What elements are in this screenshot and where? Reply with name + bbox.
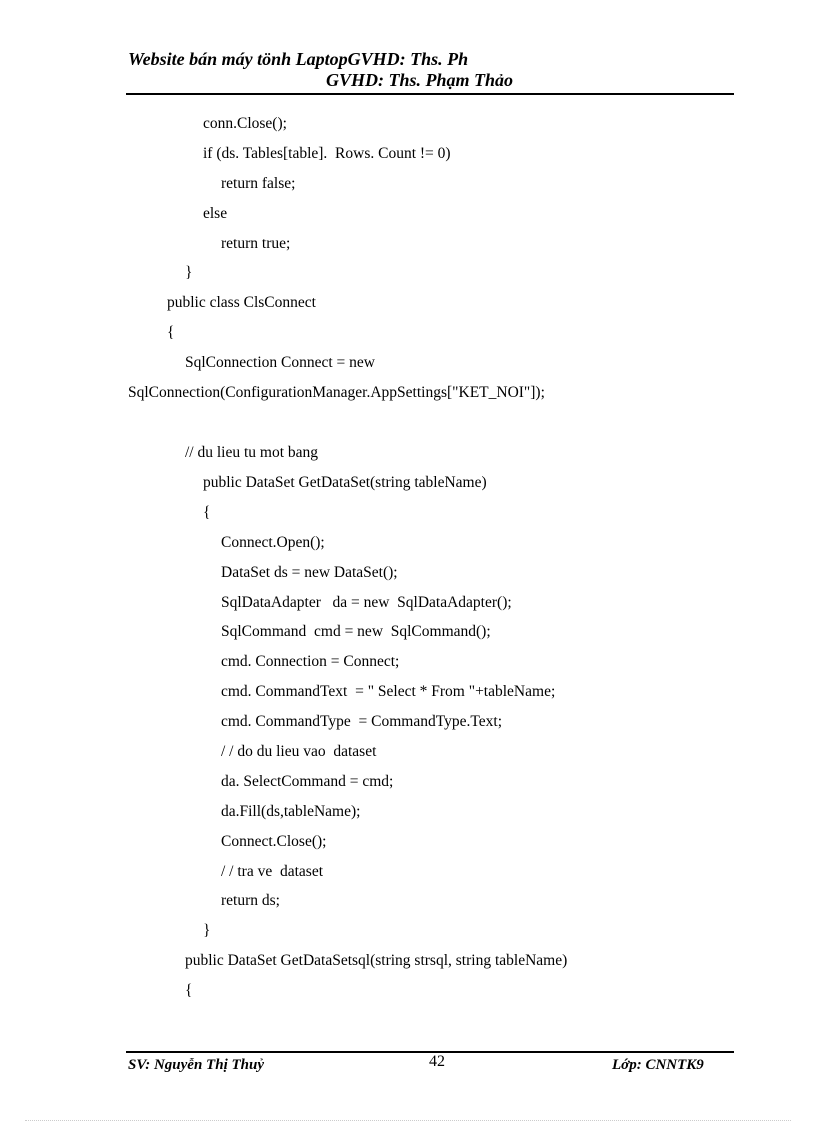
code-line: } (185, 264, 193, 281)
code-line: { (185, 982, 193, 999)
code-line: SqlConnection(ConfigurationManager.AppSettings["KET_NOI"]); (128, 384, 545, 401)
code-line: public DataSet GetDataSet(string tableName) (203, 474, 487, 491)
code-line: return false; (221, 175, 296, 192)
code-line: da.Fill(ds,tableName); (221, 803, 361, 820)
code-line: conn.Close(); (203, 115, 287, 132)
code-line: cmd. CommandType = CommandType.Text; (221, 713, 502, 730)
code-line: SqlDataAdapter da = new SqlDataAdapter(); (221, 594, 512, 611)
page-edge (25, 1120, 791, 1121)
code-comment: // du lieu tu mot bang (185, 444, 319, 461)
code-comment: / / do du lieu vao dataset (221, 743, 377, 760)
header-rule (126, 93, 734, 95)
code-line: Connect.Open(); (221, 534, 325, 551)
code-line: SqlConnection Connect = new (185, 354, 375, 371)
code-line: public class ClsConnect (167, 294, 316, 311)
code-line: else (203, 205, 228, 222)
page-number: 42 (429, 1053, 445, 1070)
code-comment: / / tra ve dataset (221, 863, 323, 880)
code-line: { (167, 324, 175, 341)
footer-class: Lớp: CNNTK9 (612, 1057, 704, 1073)
code-line: public DataSet GetDataSetsql(string strsql, string tableName) (185, 952, 568, 969)
footer-student: SV: Nguyễn Thị Thuỷ (128, 1057, 264, 1073)
code-line: { (203, 504, 211, 521)
code-line: da. SelectCommand = cmd; (221, 773, 394, 790)
code-line: Connect.Close(); (221, 833, 327, 850)
code-line: } (203, 922, 211, 939)
code-line: SqlCommand cmd = new SqlCommand(); (221, 623, 491, 640)
code-line: return true; (221, 235, 291, 252)
code-line: DataSet ds = new DataSet(); (221, 564, 398, 581)
header-title: Website bán máy tönh LaptopGVHD: Ths. Ph (128, 49, 469, 69)
code-line: cmd. CommandText = " Select * From "+tableName; (221, 683, 556, 700)
code-line: return ds; (221, 892, 280, 909)
header-advisor: GVHD: Ths. Phạm Thảo (326, 70, 514, 90)
code-line: if (ds. Tables[table]. Rows. Count != 0) (203, 145, 451, 162)
code-line: cmd. Connection = Connect; (221, 653, 400, 670)
